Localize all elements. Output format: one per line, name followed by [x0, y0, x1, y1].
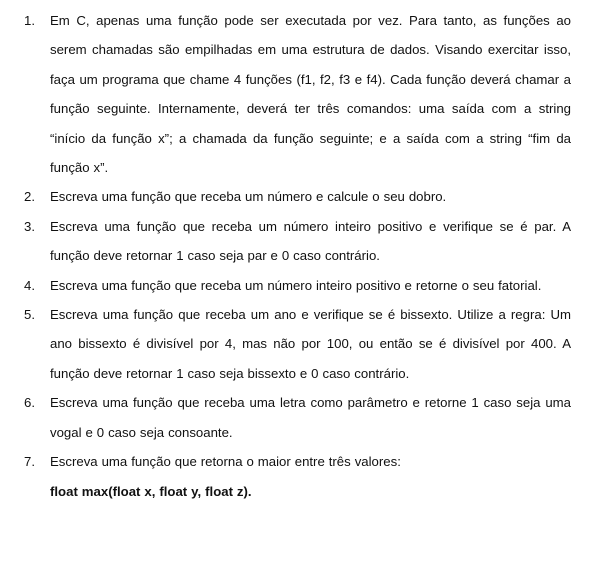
exercise-number: 3. [24, 218, 35, 234]
function-signature [50, 477, 571, 506]
exercise-item-5 [0, 300, 597, 388]
exercise-item-4 [0, 271, 597, 300]
exercise-text: Escreva uma função que receba uma letra como parâmetro e retorne 1 caso seja uma vogal e 0 caso seja consoante. [50, 395, 571, 440]
exercise-text: Escreva uma função que receba um número inteiro positivo e retorne o seu fatorial. [50, 277, 542, 293]
exercise-list [0, 6, 597, 506]
exercise-number: 5. [24, 307, 35, 323]
function-signature-suffix: . [247, 483, 252, 499]
exercise-item-7 [0, 447, 597, 506]
exercise-text: Escreva uma função que retorna o maior entre três valores: [50, 454, 401, 470]
exercise-number: 4. [24, 277, 35, 293]
exercise-item-3 [0, 212, 597, 271]
exercise-text: Escreva uma função que receba um número inteiro positivo e verifique se é par. A função deve retornar 1 caso seja par e 0 caso contrário. [50, 218, 571, 264]
exercise-document [0, 6, 597, 506]
exercise-item-1 [0, 6, 597, 182]
exercise-item-2 [0, 182, 597, 211]
function-signature-code: float max(float x, float y, float z) [50, 483, 248, 499]
exercise-text: Escreva uma função que receba um ano e verifique se é bissexto. Utilize a regra: Um ano bissexto é divisível por 4, mas não por 100, ou então se é divisível por 400. A função deve retornar 1 caso seja bissexto e 0 caso contrário. [50, 307, 571, 381]
exercise-number: 2. [24, 189, 35, 205]
exercise-text: Em C, apenas uma função pode ser executada por vez. Para tanto, as funções ao serem chamadas são empilhadas em uma estrutura de dados. Visando exercitar isso, faça um programa que chame 4 funções (f1, f2, f3 e f4). Cada função deverá chamar a função seguinte. Internamente, deverá ter três comandos: uma saída com a string “início da função x”; a chamada da função seguinte; e a saída com a string “fim da função x”. [50, 13, 571, 176]
exercise-number: 1. [24, 13, 35, 28]
exercise-number: 7. [24, 454, 35, 470]
exercise-number: 6. [24, 395, 35, 411]
exercise-text: Escreva uma função que receba um número e calcule o seu dobro. [50, 189, 447, 205]
exercise-item-6 [0, 388, 597, 447]
